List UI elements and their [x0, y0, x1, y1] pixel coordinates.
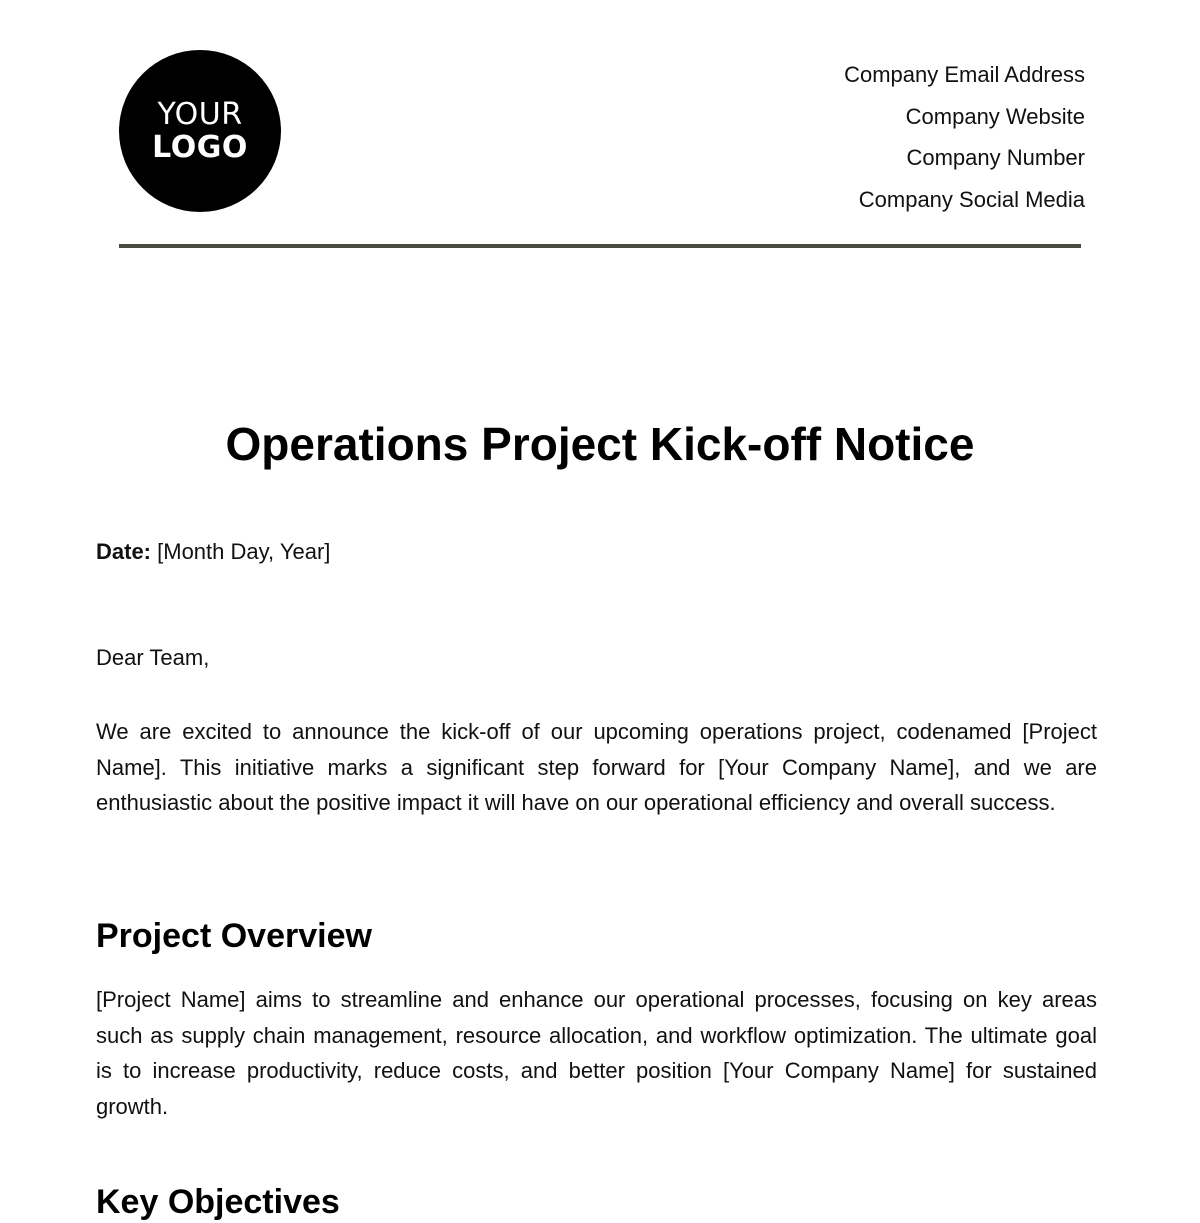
header-divider [119, 244, 1081, 248]
company-website: Company Website [905, 103, 1085, 129]
company-logo [119, 50, 281, 212]
company-number: Company Number [906, 145, 1085, 170]
date-line [96, 536, 330, 568]
greeting: Dear Team, [96, 645, 210, 670]
logo-text-line1: YOUR [157, 97, 243, 132]
section-heading-project-overview: Project Overview [96, 917, 372, 955]
intro-paragraph: We are excited to announce the kick-off of our upcoming operations project, codenamed [Project Name]. This initiative marks a significant step forward for [Your Company Name], and we are enthusiastic about the positive impact it will have on our operational efficiency and overall success. [96, 719, 1097, 816]
date-value: [Month Day, Year] [151, 539, 331, 564]
project-overview-paragraph: [Project Name] aims to streamline and enhance our operational processes, focusing on key areas such as supply chain management, resource allocation, and workflow optimization. The ultimate goal is to increase productivity, reduce costs, and better position [Your Company Name] for sustained growth. [96, 987, 1097, 1119]
company-social-media: Company Social Media [858, 186, 1085, 212]
logo-text-line2: LOGO [152, 130, 248, 165]
date-label: Date: [96, 539, 152, 564]
company-email: Company Email Address [844, 62, 1085, 87]
document-title: Operations Project Kick-off Notice [225, 418, 975, 470]
section-heading-key-objectives: Key Objectives [96, 1183, 340, 1221]
company-contact-block [844, 54, 1085, 220]
